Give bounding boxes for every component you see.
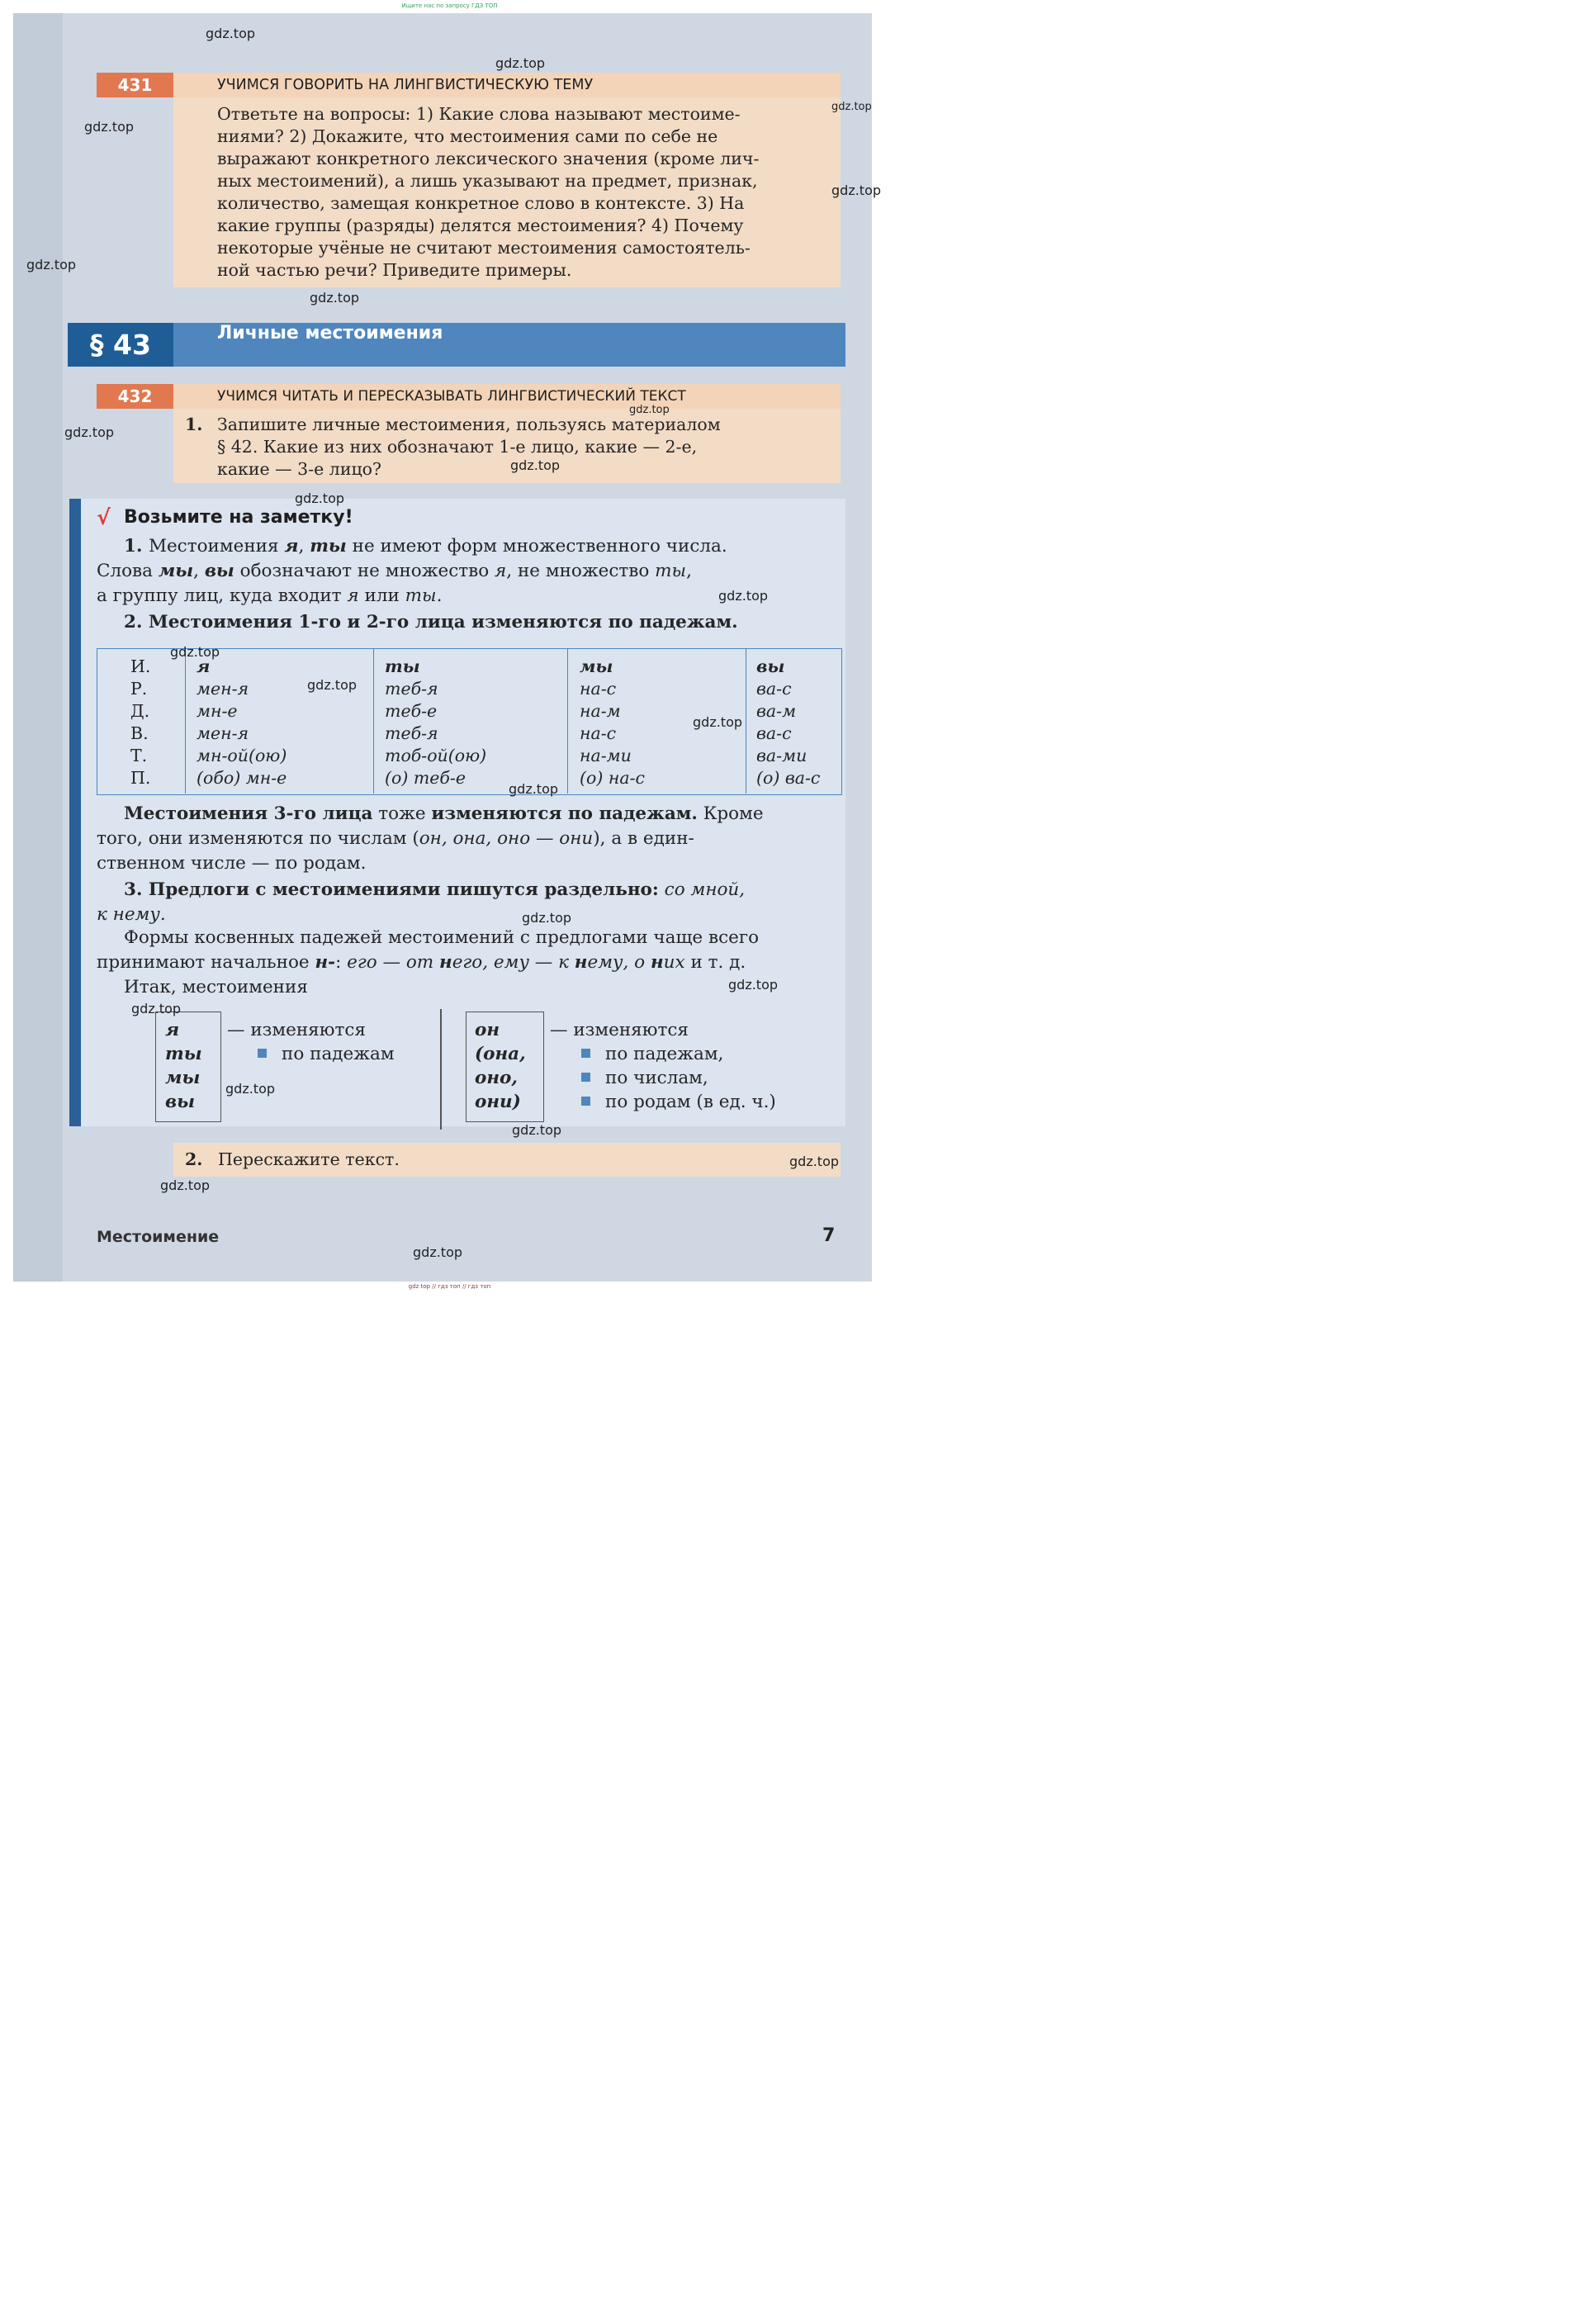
summary-left-dash: — изменяются [227,1020,366,1040]
pronoun-form: на-м [580,701,621,721]
pronoun-form: ва-ми [756,746,807,765]
pronoun-form: мен-я [197,723,249,743]
section-title: Личные местоимения [217,323,443,344]
note-line-5: Местоимения 3-го лица тоже изменяются по падежам. Кроме [124,803,764,824]
note-line-12: Итак, местоимения [124,977,308,997]
bullet-icon [581,1073,590,1082]
pronoun-form: мн-ой(ою) [197,746,287,765]
watermark: gdz.top [160,1177,211,1193]
summary-divider [440,1009,442,1130]
pronoun-form: (обо) мн-е [197,768,287,788]
watermark: gdz.top [206,26,256,41]
pronoun-form: мы [580,656,613,676]
pronoun-form: ты [385,656,420,676]
exercise-432-title: УЧИМСЯ ЧИТАТЬ И ПЕРЕСКАЗЫВАТЬ ЛИНГВИСТИЧЕСКИЙ ТЕКСТ [217,388,686,405]
exercise-431-number: 431 [97,73,173,97]
note-line-1: 1. Местоимения я, ты не имеют форм множественного числа. [124,536,727,557]
pronoun-form: вы [756,656,785,676]
column-ya [197,656,287,789]
pronoun-form: на-ми [580,746,632,765]
watermark: gdz.top [225,1081,276,1097]
watermark: gdz.top [26,257,77,272]
note-line-6: того, они изменяются по числам (он, она, оно — они), а в един- [97,828,694,849]
summary-word: вы [165,1092,195,1112]
pronoun-form: теб-я [385,679,438,699]
pronoun-form: (о) ва-с [756,768,821,788]
pronoun-form: ва-с [756,679,792,699]
text-line: ниями? 2) Докажите, что местоимения сами по себе не [217,126,718,146]
summary-item: по падежам, [581,1042,776,1066]
pronoun-form: на-с [580,723,617,743]
watermark: gdz.top [831,101,872,113]
summary-right-dash: — изменяются [550,1020,689,1040]
summary-word: они) [475,1092,521,1112]
watermark: gdz.top [728,977,779,993]
section-bar [68,323,845,367]
note-heading: Возьмите на заметку! [124,507,353,528]
watermark: gdz.top [307,677,358,693]
watermark: gdz.top [295,490,345,506]
text-line: ной частью речи? Приведите примеры. [217,260,572,280]
case-label: Р. [130,679,148,699]
task-2-text: Перескажите текст. [218,1149,400,1169]
summary-left-item: по падежам [258,1042,395,1067]
case-label: И. [130,656,151,676]
table-divider [373,649,374,794]
page-number: 7 [822,1225,836,1246]
pronoun-form: теб-е [385,701,438,721]
pronoun-form: ва-с [756,723,792,743]
note-line-3: а группу лиц, куда входит я или ты. [97,585,443,606]
watermark: gdz.top [131,1001,182,1016]
note-stripe [69,499,81,1126]
case-label: П. [130,768,151,788]
note-line-9: к нему. [97,904,166,925]
pronoun-form: тоб-ой(ою) [385,746,487,765]
summary-left-words [165,1018,202,1114]
watermark: gdz.top [629,404,670,416]
text-line: некоторые учёные не считают местоимения самостоятель- [217,238,751,258]
page [0,0,899,1295]
bullet-icon [258,1049,267,1058]
section-number: § 43 [68,323,173,367]
note-line-10: Формы косвенных падежей местоимений с предлогами чаще всего [124,927,760,948]
case-label: Д. [130,701,150,721]
exercise-431-title: УЧИМСЯ ГОВОРИТЬ НА ЛИНГВИСТИЧЕСКУЮ ТЕМУ [217,77,594,93]
pronoun-form: (о) теб-е [385,768,466,788]
pronoun-form: на-с [580,679,617,699]
watermark: gdz.top [310,290,360,306]
watermark: gdz.top [510,457,561,473]
page-edge [13,13,63,1282]
pronoun-form: (о) на-с [580,768,645,788]
column-vy [756,656,820,789]
summary-item: по родам (в ед. ч.) [581,1090,776,1114]
task-2-number: 2. [185,1149,203,1169]
bullet-icon [581,1097,590,1106]
note-line-4: 2. Местоимения 1-го и 2-го лица изменяются по падежам. [124,612,738,633]
case-label: Т. [130,746,148,765]
case-label: В. [130,723,149,743]
watermark: gdz.top [170,644,220,660]
watermark: gdz.top [718,588,769,604]
text-line: ных местоимений), а лишь указывают на предмет, признак, [217,171,758,191]
summary-word: я [165,1020,180,1040]
bullet-icon [581,1049,590,1058]
pronoun-form: теб-я [385,723,438,743]
summary-word: (она, [475,1044,526,1064]
pronoun-form: я [197,656,211,676]
watermark: gdz.top [522,910,572,926]
summary-word: ты [165,1044,202,1064]
text-line: Запишите личные местоимения, пользуясь материалом [217,415,721,434]
watermark: gdz.top [495,55,546,71]
task-1-number: 1. [185,415,203,434]
watermark: gdz.top [693,714,743,730]
note-line-2: Слова мы, вы обозначают не множество я, не множество ты, [97,561,692,581]
summary-word: он [475,1020,500,1040]
pronoun-form: ва-м [756,701,797,721]
watermark: gdz.top [512,1122,562,1138]
top-search-note: Ищите нас по запросу ГДЗ ТОП [401,2,498,9]
watermark: gdz.top [509,781,559,797]
footer-chapter-title: Местоимение [97,1228,220,1246]
bottom-note: gdz top // гдз топ // гдз топ [408,1283,491,1290]
text-line: количество, замещая конкретное слово в контексте. 3) На [217,193,745,213]
text-line: какие — 3-е лицо? [217,459,381,479]
exercise-432-number: 432 [97,384,173,409]
pronoun-form: мн-е [197,701,238,721]
summary-word: оно, [475,1068,518,1088]
summary-item: по числам, [581,1066,776,1090]
text-line: Ответьте на вопросы: 1) Какие слова называют местоиме- [217,104,741,124]
summary-right-words [475,1018,526,1114]
case-column [130,656,150,789]
watermark: gdz.top [789,1154,840,1169]
exercise-431-text [217,103,830,282]
summary-right-items [581,1042,776,1114]
note-line-7: ственном числе — по родам. [97,853,367,874]
watermark: gdz.top [831,182,882,198]
checkmark-icon: √ [97,505,111,529]
column-ty [385,656,486,789]
text-line: какие группы (разряды) делятся местоимения? 4) Почему [217,216,744,235]
table-divider [185,649,186,794]
text-line: выражают конкретного лексического значения (кроме лич- [217,149,760,168]
note-line-11: принимают начальное н-: его — от него, ему — к нему, о них и т. д. [97,952,746,973]
column-my [580,656,645,789]
note-line-8: 3. Предлоги с местоимениями пишутся раздельно: со мной, [124,879,746,900]
summary-word: мы [165,1068,201,1088]
table-divider [567,649,568,794]
watermark: gdz.top [413,1244,463,1260]
text-line: § 42. Какие из них обозначают 1-е лицо, какие — 2-е, [217,437,698,457]
pronoun-form: мен-я [197,679,249,699]
watermark: gdz.top [84,119,135,135]
watermark: gdz.top [64,424,115,440]
